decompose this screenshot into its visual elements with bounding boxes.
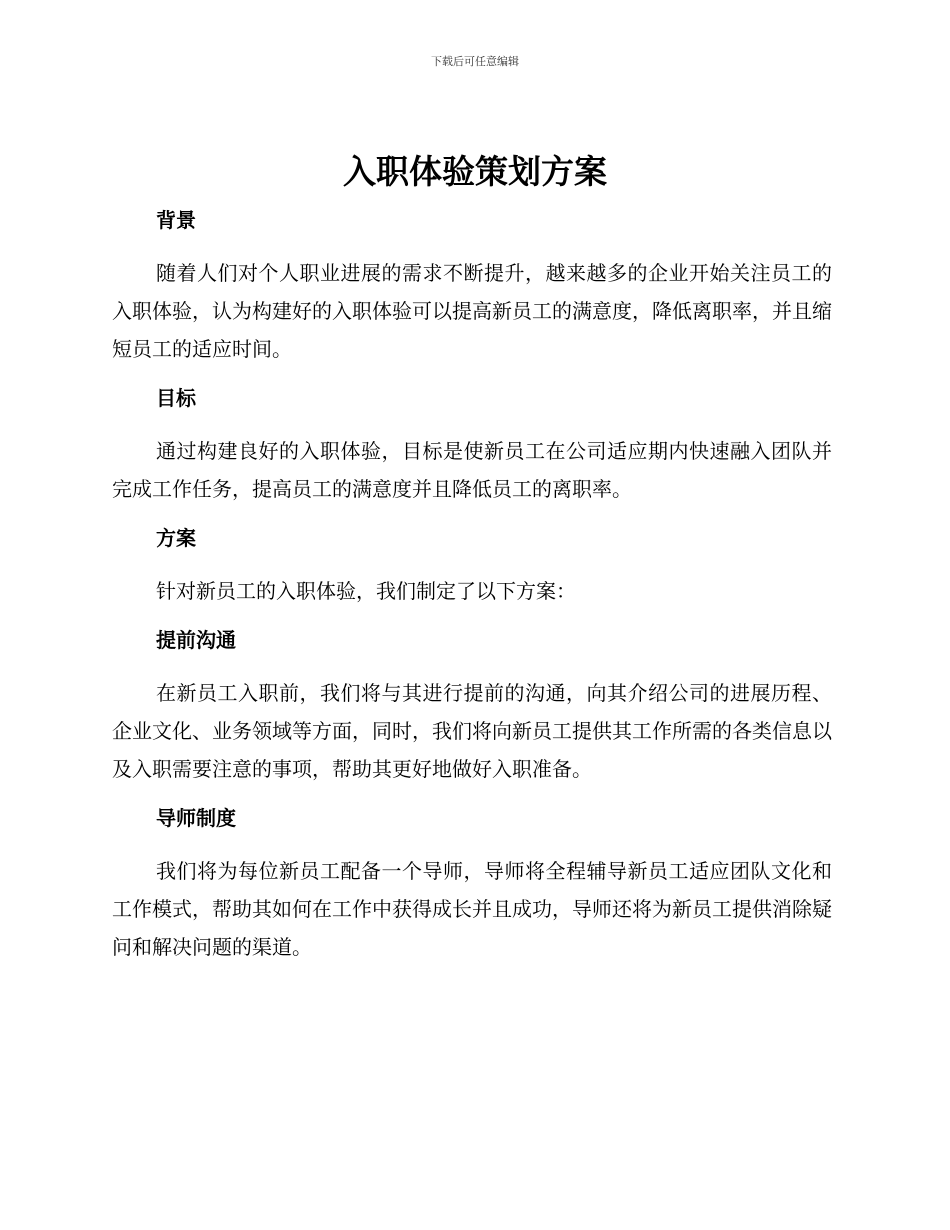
section-heading: 导师制度 [156,806,236,830]
section-background [112,196,832,374]
section-advance-communication [112,616,832,794]
section-paragraph: 随着人们对个人职业进展的需求不断提升，越来越多的企业开始关注员工的入职体验，认为构建好的入职体验可以提高新员工的满意度，降低离职率，并且缩短员工的适应时间。 [112,261,832,361]
section-heading: 目标 [156,386,196,410]
section-heading: 提前沟通 [156,628,236,652]
section-plan [112,514,832,616]
header-note: 下载后可任意编辑 [431,55,519,68]
section-heading: 背景 [156,208,196,232]
section-paragraph: 在新员工入职前，我们将与其进行提前的沟通，向其介绍公司的进展历程、企业文化、业务领域等方面，同时，我们将向新员工提供其工作所需的各类信息以及入职需要注意的事项，帮助其更好地做好入职准备。 [112,681,832,781]
document-title: 入职体验策划方案 [343,152,607,191]
section-paragraph: 我们将为每位新员工配备一个导师，导师将全程辅导新员工适应团队文化和工作模式，帮助其如何在工作中获得成长并且成功，导师还将为新员工提供消除疑问和解决问题的渠道。 [112,859,832,959]
section-goal [112,374,832,514]
section-paragraph: 针对新员工的入职体验，我们制定了以下方案： [156,579,576,603]
section-mentor-system [112,794,832,966]
section-heading: 方案 [156,526,196,550]
section-paragraph: 通过构建良好的入职体验，目标是使新员工在公司适应期内快速融入团队并完成工作任务，提高员工的满意度并且降低员工的离职率。 [112,439,832,501]
document-body [112,196,832,966]
